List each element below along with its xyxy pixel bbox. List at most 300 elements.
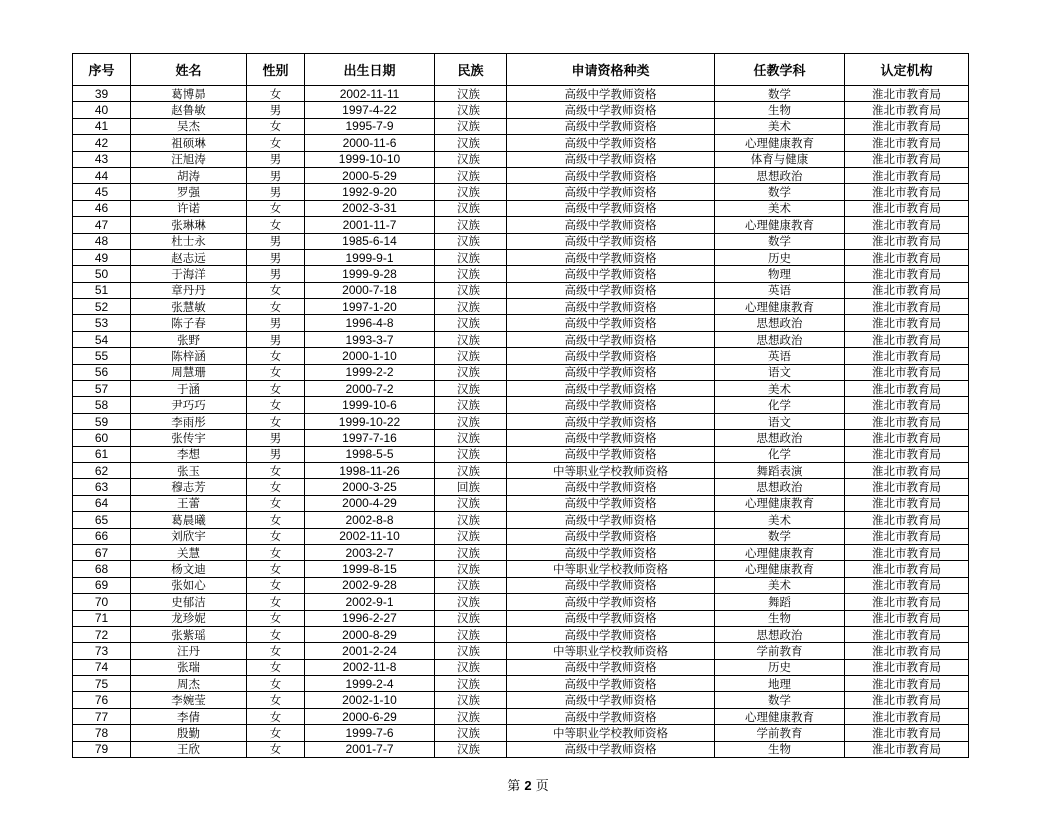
cell-qualification-type: 高级中学教师资格 xyxy=(507,184,715,200)
cell-subject: 心理健康教育 xyxy=(715,495,845,511)
cell-qualification-type: 高级中学教师资格 xyxy=(507,135,715,151)
cell-certifying-authority: 淮北市教育局 xyxy=(845,479,969,495)
cell-birthdate: 2002-8-8 xyxy=(305,512,435,528)
cell-qualification-type: 高级中学教师资格 xyxy=(507,282,715,298)
cell-subject: 化学 xyxy=(715,446,845,462)
cell-qualification-type: 高级中学教师资格 xyxy=(507,610,715,626)
cell-subject: 化学 xyxy=(715,397,845,413)
cell-seq: 66 xyxy=(73,528,131,544)
cell-ethnicity: 汉族 xyxy=(435,462,507,478)
cell-certifying-authority: 淮北市教育局 xyxy=(845,594,969,610)
cell-seq: 61 xyxy=(73,446,131,462)
cell-ethnicity: 汉族 xyxy=(435,741,507,757)
cell-gender: 女 xyxy=(247,397,305,413)
cell-seq: 74 xyxy=(73,659,131,675)
cell-birthdate: 1999-9-28 xyxy=(305,266,435,282)
cell-seq: 55 xyxy=(73,348,131,364)
cell-certifying-authority: 淮北市教育局 xyxy=(845,528,969,544)
cell-qualification-type: 高级中学教师资格 xyxy=(507,544,715,560)
cell-qualification-type: 高级中学教师资格 xyxy=(507,348,715,364)
cell-ethnicity: 汉族 xyxy=(435,249,507,265)
cell-subject: 语文 xyxy=(715,364,845,380)
cell-birthdate: 2003-2-7 xyxy=(305,544,435,560)
cell-certifying-authority: 淮北市教育局 xyxy=(845,544,969,560)
cell-gender: 男 xyxy=(247,184,305,200)
cell-name: 赵鲁敏 xyxy=(131,102,247,118)
table-row xyxy=(73,315,969,331)
cell-ethnicity: 汉族 xyxy=(435,200,507,216)
cell-birthdate: 1999-2-4 xyxy=(305,676,435,692)
cell-certifying-authority: 淮北市教育局 xyxy=(845,413,969,429)
cell-ethnicity: 汉族 xyxy=(435,643,507,659)
table-row xyxy=(73,348,969,364)
cell-qualification-type: 高级中学教师资格 xyxy=(507,413,715,429)
cell-ethnicity: 汉族 xyxy=(435,708,507,724)
cell-name: 关慧 xyxy=(131,544,247,560)
cell-gender: 女 xyxy=(247,594,305,610)
table-row xyxy=(73,692,969,708)
table-row xyxy=(73,217,969,233)
cell-gender: 女 xyxy=(247,610,305,626)
cell-name: 张琳琳 xyxy=(131,217,247,233)
cell-gender: 男 xyxy=(247,331,305,347)
cell-seq: 39 xyxy=(73,86,131,102)
cell-name: 陈梓涵 xyxy=(131,348,247,364)
cell-birthdate: 2001-11-7 xyxy=(305,217,435,233)
cell-seq: 63 xyxy=(73,479,131,495)
cell-seq: 76 xyxy=(73,692,131,708)
cell-name: 李倩 xyxy=(131,708,247,724)
cell-subject: 美术 xyxy=(715,577,845,593)
cell-birthdate: 1997-4-22 xyxy=(305,102,435,118)
cell-certifying-authority: 淮北市教育局 xyxy=(845,381,969,397)
cell-birthdate: 2001-7-7 xyxy=(305,741,435,757)
cell-name: 祖硕琳 xyxy=(131,135,247,151)
cell-birthdate: 2000-1-10 xyxy=(305,348,435,364)
cell-birthdate: 2002-9-1 xyxy=(305,594,435,610)
cell-subject: 数学 xyxy=(715,86,845,102)
cell-qualification-type: 高级中学教师资格 xyxy=(507,86,715,102)
cell-seq: 79 xyxy=(73,741,131,757)
cell-qualification-type: 高级中学教师资格 xyxy=(507,299,715,315)
cell-subject: 舞蹈表演 xyxy=(715,462,845,478)
cell-gender: 女 xyxy=(247,512,305,528)
cell-birthdate: 1999-2-2 xyxy=(305,364,435,380)
cell-name: 张玉 xyxy=(131,462,247,478)
cell-gender: 女 xyxy=(247,643,305,659)
cell-qualification-type: 高级中学教师资格 xyxy=(507,217,715,233)
cell-ethnicity: 汉族 xyxy=(435,544,507,560)
cell-qualification-type: 高级中学教师资格 xyxy=(507,528,715,544)
cell-subject: 数学 xyxy=(715,233,845,249)
table-row xyxy=(73,561,969,577)
teacher-qualification-table-container xyxy=(72,53,969,758)
cell-ethnicity: 汉族 xyxy=(435,217,507,233)
cell-certifying-authority: 淮北市教育局 xyxy=(845,364,969,380)
cell-ethnicity: 汉族 xyxy=(435,331,507,347)
cell-name: 杜士永 xyxy=(131,233,247,249)
cell-gender: 女 xyxy=(247,495,305,511)
cell-subject: 思想政治 xyxy=(715,626,845,642)
cell-certifying-authority: 淮北市教育局 xyxy=(845,725,969,741)
cell-birthdate: 2000-4-29 xyxy=(305,495,435,511)
cell-subject: 心理健康教育 xyxy=(715,708,845,724)
cell-seq: 44 xyxy=(73,167,131,183)
cell-certifying-authority: 淮北市教育局 xyxy=(845,692,969,708)
cell-gender: 女 xyxy=(247,692,305,708)
cell-qualification-type: 高级中学教师资格 xyxy=(507,102,715,118)
cell-gender: 女 xyxy=(247,299,305,315)
cell-birthdate: 1985-6-14 xyxy=(305,233,435,249)
cell-birthdate: 1993-3-7 xyxy=(305,331,435,347)
cell-name: 汪旭涛 xyxy=(131,151,247,167)
cell-ethnicity: 汉族 xyxy=(435,102,507,118)
page-footer xyxy=(0,775,1056,794)
cell-qualification-type: 高级中学教师资格 xyxy=(507,315,715,331)
cell-seq: 47 xyxy=(73,217,131,233)
cell-subject: 美术 xyxy=(715,200,845,216)
cell-name: 杨文迪 xyxy=(131,561,247,577)
cell-birthdate: 1996-2-27 xyxy=(305,610,435,626)
cell-gender: 女 xyxy=(247,676,305,692)
cell-certifying-authority: 淮北市教育局 xyxy=(845,86,969,102)
cell-qualification-type: 高级中学教师资格 xyxy=(507,741,715,757)
table-row xyxy=(73,643,969,659)
cell-name: 于涵 xyxy=(131,381,247,397)
table-row xyxy=(73,364,969,380)
cell-certifying-authority: 淮北市教育局 xyxy=(845,708,969,724)
cell-birthdate: 1998-11-26 xyxy=(305,462,435,478)
table-header-row xyxy=(73,54,969,86)
cell-name: 王欣 xyxy=(131,741,247,757)
cell-qualification-type: 高级中学教师资格 xyxy=(507,381,715,397)
cell-birthdate: 1995-7-9 xyxy=(305,118,435,134)
cell-seq: 70 xyxy=(73,594,131,610)
table-row xyxy=(73,495,969,511)
cell-certifying-authority: 淮北市教育局 xyxy=(845,512,969,528)
cell-qualification-type: 中等职业学校教师资格 xyxy=(507,725,715,741)
table-row xyxy=(73,184,969,200)
cell-certifying-authority: 淮北市教育局 xyxy=(845,299,969,315)
cell-name: 陈子春 xyxy=(131,315,247,331)
table-row xyxy=(73,544,969,560)
cell-gender: 男 xyxy=(247,430,305,446)
cell-seq: 54 xyxy=(73,331,131,347)
cell-ethnicity: 汉族 xyxy=(435,86,507,102)
cell-qualification-type: 高级中学教师资格 xyxy=(507,151,715,167)
cell-certifying-authority: 淮北市教育局 xyxy=(845,741,969,757)
table-row xyxy=(73,200,969,216)
cell-subject: 地理 xyxy=(715,676,845,692)
table-row xyxy=(73,331,969,347)
cell-gender: 女 xyxy=(247,86,305,102)
cell-name: 张如心 xyxy=(131,577,247,593)
cell-certifying-authority: 淮北市教育局 xyxy=(845,217,969,233)
cell-birthdate: 1999-9-1 xyxy=(305,249,435,265)
cell-ethnicity: 汉族 xyxy=(435,561,507,577)
cell-name: 王蕾 xyxy=(131,495,247,511)
table-row xyxy=(73,381,969,397)
cell-gender: 女 xyxy=(247,725,305,741)
cell-seq: 42 xyxy=(73,135,131,151)
cell-name: 张传宇 xyxy=(131,430,247,446)
table-row xyxy=(73,626,969,642)
cell-ethnicity: 汉族 xyxy=(435,118,507,134)
cell-name: 赵志远 xyxy=(131,249,247,265)
cell-ethnicity: 汉族 xyxy=(435,167,507,183)
table-row xyxy=(73,594,969,610)
cell-seq: 51 xyxy=(73,282,131,298)
cell-gender: 女 xyxy=(247,561,305,577)
table-row xyxy=(73,446,969,462)
cell-name: 尹巧巧 xyxy=(131,397,247,413)
table-row xyxy=(73,577,969,593)
cell-ethnicity: 汉族 xyxy=(435,512,507,528)
cell-birthdate: 1997-7-16 xyxy=(305,430,435,446)
cell-qualification-type: 高级中学教师资格 xyxy=(507,266,715,282)
table-row xyxy=(73,430,969,446)
cell-certifying-authority: 淮北市教育局 xyxy=(845,348,969,364)
table-row xyxy=(73,249,969,265)
cell-name: 穆志芳 xyxy=(131,479,247,495)
cell-qualification-type: 高级中学教师资格 xyxy=(507,430,715,446)
table-row xyxy=(73,86,969,102)
table-row xyxy=(73,512,969,528)
cell-gender: 女 xyxy=(247,200,305,216)
cell-qualification-type: 高级中学教师资格 xyxy=(507,676,715,692)
cell-birthdate: 2000-3-25 xyxy=(305,479,435,495)
cell-ethnicity: 汉族 xyxy=(435,135,507,151)
cell-qualification-type: 高级中学教师资格 xyxy=(507,331,715,347)
cell-seq: 62 xyxy=(73,462,131,478)
table-row xyxy=(73,741,969,757)
cell-gender: 女 xyxy=(247,135,305,151)
cell-seq: 52 xyxy=(73,299,131,315)
table-row xyxy=(73,397,969,413)
cell-name: 章丹丹 xyxy=(131,282,247,298)
cell-seq: 75 xyxy=(73,676,131,692)
cell-subject: 数学 xyxy=(715,692,845,708)
cell-gender: 男 xyxy=(247,151,305,167)
table-row xyxy=(73,167,969,183)
cell-certifying-authority: 淮北市教育局 xyxy=(845,167,969,183)
cell-seq: 71 xyxy=(73,610,131,626)
cell-subject: 心理健康教育 xyxy=(715,217,845,233)
cell-qualification-type: 高级中学教师资格 xyxy=(507,167,715,183)
cell-gender: 女 xyxy=(247,577,305,593)
cell-name: 刘欣宇 xyxy=(131,528,247,544)
cell-birthdate: 2000-6-29 xyxy=(305,708,435,724)
cell-ethnicity: 汉族 xyxy=(435,446,507,462)
page-number: 2 xyxy=(524,778,532,793)
cell-seq: 68 xyxy=(73,561,131,577)
cell-subject: 心理健康教育 xyxy=(715,561,845,577)
cell-certifying-authority: 淮北市教育局 xyxy=(845,643,969,659)
table-row xyxy=(73,413,969,429)
cell-birthdate: 2000-8-29 xyxy=(305,626,435,642)
cell-seq: 41 xyxy=(73,118,131,134)
cell-birthdate: 2002-9-28 xyxy=(305,577,435,593)
cell-certifying-authority: 淮北市教育局 xyxy=(845,495,969,511)
cell-subject: 思想政治 xyxy=(715,331,845,347)
cell-gender: 女 xyxy=(247,626,305,642)
cell-subject: 美术 xyxy=(715,512,845,528)
cell-subject: 英语 xyxy=(715,348,845,364)
cell-ethnicity: 汉族 xyxy=(435,282,507,298)
cell-name: 李想 xyxy=(131,446,247,462)
cell-birthdate: 2002-11-8 xyxy=(305,659,435,675)
cell-ethnicity: 汉族 xyxy=(435,594,507,610)
cell-certifying-authority: 淮北市教育局 xyxy=(845,462,969,478)
cell-ethnicity: 汉族 xyxy=(435,413,507,429)
cell-seq: 53 xyxy=(73,315,131,331)
cell-birthdate: 1999-10-10 xyxy=(305,151,435,167)
cell-seq: 56 xyxy=(73,364,131,380)
cell-subject: 心理健康教育 xyxy=(715,544,845,560)
cell-seq: 43 xyxy=(73,151,131,167)
table-row xyxy=(73,676,969,692)
cell-gender: 男 xyxy=(247,167,305,183)
cell-ethnicity: 汉族 xyxy=(435,364,507,380)
cell-birthdate: 2002-3-31 xyxy=(305,200,435,216)
cell-name: 张野 xyxy=(131,331,247,347)
cell-birthdate: 1999-7-6 xyxy=(305,725,435,741)
table-row xyxy=(73,299,969,315)
cell-qualification-type: 高级中学教师资格 xyxy=(507,233,715,249)
cell-subject: 英语 xyxy=(715,282,845,298)
cell-name: 李雨彤 xyxy=(131,413,247,429)
cell-name: 于海洋 xyxy=(131,266,247,282)
cell-gender: 女 xyxy=(247,348,305,364)
cell-ethnicity: 汉族 xyxy=(435,577,507,593)
cell-gender: 女 xyxy=(247,544,305,560)
cell-birthdate: 1997-1-20 xyxy=(305,299,435,315)
cell-certifying-authority: 淮北市教育局 xyxy=(845,184,969,200)
cell-subject: 美术 xyxy=(715,118,845,134)
cell-birthdate: 2000-11-6 xyxy=(305,135,435,151)
table-row xyxy=(73,151,969,167)
cell-certifying-authority: 淮北市教育局 xyxy=(845,118,969,134)
cell-seq: 65 xyxy=(73,512,131,528)
cell-name: 汪丹 xyxy=(131,643,247,659)
cell-ethnicity: 回族 xyxy=(435,479,507,495)
cell-birthdate: 1999-10-22 xyxy=(305,413,435,429)
cell-ethnicity: 汉族 xyxy=(435,626,507,642)
table-body xyxy=(73,86,969,758)
cell-seq: 40 xyxy=(73,102,131,118)
cell-name: 张紫瑶 xyxy=(131,626,247,642)
cell-name: 葛晨曦 xyxy=(131,512,247,528)
cell-qualification-type: 高级中学教师资格 xyxy=(507,659,715,675)
cell-qualification-type: 高级中学教师资格 xyxy=(507,626,715,642)
cell-certifying-authority: 淮北市教育局 xyxy=(845,151,969,167)
cell-certifying-authority: 淮北市教育局 xyxy=(845,430,969,446)
cell-gender: 女 xyxy=(247,364,305,380)
cell-qualification-type: 中等职业学校教师资格 xyxy=(507,462,715,478)
cell-gender: 女 xyxy=(247,659,305,675)
cell-certifying-authority: 淮北市教育局 xyxy=(845,626,969,642)
cell-certifying-authority: 淮北市教育局 xyxy=(845,331,969,347)
cell-subject: 生物 xyxy=(715,102,845,118)
cell-birthdate: 1999-10-6 xyxy=(305,397,435,413)
cell-seq: 69 xyxy=(73,577,131,593)
cell-name: 周杰 xyxy=(131,676,247,692)
cell-birthdate: 2000-7-2 xyxy=(305,381,435,397)
cell-subject: 思想政治 xyxy=(715,315,845,331)
cell-gender: 男 xyxy=(247,266,305,282)
cell-qualification-type: 高级中学教师资格 xyxy=(507,479,715,495)
cell-seq: 46 xyxy=(73,200,131,216)
header-ethnicity: 民族 xyxy=(435,54,507,86)
cell-name: 周慧珊 xyxy=(131,364,247,380)
cell-certifying-authority: 淮北市教育局 xyxy=(845,446,969,462)
cell-name: 罗强 xyxy=(131,184,247,200)
cell-seq: 73 xyxy=(73,643,131,659)
cell-gender: 女 xyxy=(247,381,305,397)
cell-seq: 48 xyxy=(73,233,131,249)
cell-seq: 72 xyxy=(73,626,131,642)
cell-ethnicity: 汉族 xyxy=(435,233,507,249)
cell-gender: 女 xyxy=(247,413,305,429)
cell-seq: 77 xyxy=(73,708,131,724)
cell-gender: 女 xyxy=(247,118,305,134)
cell-ethnicity: 汉族 xyxy=(435,348,507,364)
cell-subject: 思想政治 xyxy=(715,167,845,183)
cell-seq: 64 xyxy=(73,495,131,511)
cell-subject: 历史 xyxy=(715,659,845,675)
header-name: 姓名 xyxy=(131,54,247,86)
cell-certifying-authority: 淮北市教育局 xyxy=(845,561,969,577)
cell-certifying-authority: 淮北市教育局 xyxy=(845,676,969,692)
cell-certifying-authority: 淮北市教育局 xyxy=(845,233,969,249)
cell-name: 葛博昴 xyxy=(131,86,247,102)
page-label-suffix: 页 xyxy=(535,779,549,794)
header-certifying-authority: 认定机构 xyxy=(845,54,969,86)
cell-ethnicity: 汉族 xyxy=(435,676,507,692)
table-row xyxy=(73,118,969,134)
cell-gender: 女 xyxy=(247,282,305,298)
cell-subject: 美术 xyxy=(715,381,845,397)
header-birthdate: 出生日期 xyxy=(305,54,435,86)
cell-qualification-type: 高级中学教师资格 xyxy=(507,708,715,724)
cell-gender: 女 xyxy=(247,462,305,478)
cell-subject: 心理健康教育 xyxy=(715,135,845,151)
cell-ethnicity: 汉族 xyxy=(435,299,507,315)
cell-ethnicity: 汉族 xyxy=(435,659,507,675)
table-row xyxy=(73,462,969,478)
cell-certifying-authority: 淮北市教育局 xyxy=(845,282,969,298)
cell-birthdate: 2002-11-11 xyxy=(305,86,435,102)
cell-subject: 舞蹈 xyxy=(715,594,845,610)
cell-certifying-authority: 淮北市教育局 xyxy=(845,315,969,331)
table-row xyxy=(73,725,969,741)
cell-qualification-type: 高级中学教师资格 xyxy=(507,512,715,528)
cell-ethnicity: 汉族 xyxy=(435,381,507,397)
table-row xyxy=(73,479,969,495)
cell-qualification-type: 高级中学教师资格 xyxy=(507,577,715,593)
cell-certifying-authority: 淮北市教育局 xyxy=(845,200,969,216)
table-row xyxy=(73,528,969,544)
header-gender: 性别 xyxy=(247,54,305,86)
cell-seq: 67 xyxy=(73,544,131,560)
cell-gender: 男 xyxy=(247,446,305,462)
cell-subject: 学前教育 xyxy=(715,643,845,659)
cell-seq: 58 xyxy=(73,397,131,413)
cell-certifying-authority: 淮北市教育局 xyxy=(845,577,969,593)
cell-subject: 语文 xyxy=(715,413,845,429)
table-row xyxy=(73,282,969,298)
cell-gender: 女 xyxy=(247,217,305,233)
